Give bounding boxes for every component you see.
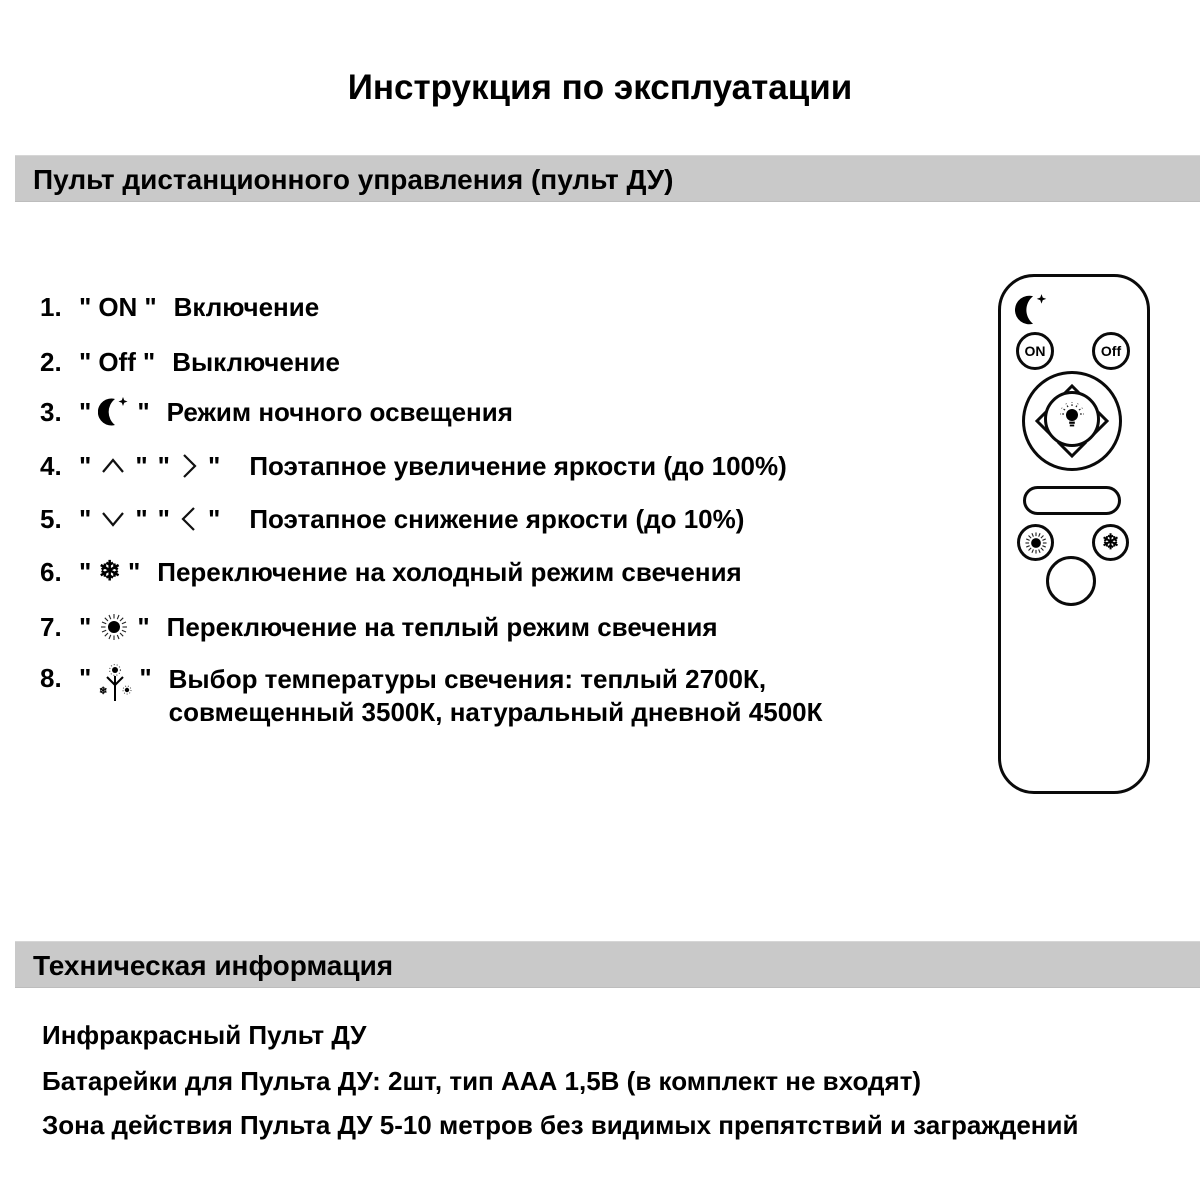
list-label: Режим ночного освещения bbox=[166, 396, 513, 427]
sun-icon bbox=[98, 611, 130, 643]
quote-mark: " bbox=[157, 450, 170, 481]
remote-on-label: ON bbox=[1024, 343, 1046, 359]
remote-light-button bbox=[1044, 391, 1100, 447]
list-item-night-mode bbox=[40, 394, 513, 430]
tech-info-line: Инфракрасный Пульт ДУ bbox=[42, 1020, 367, 1050]
list-label-line2: совмещенный 3500К, натуральный дневной 4500К bbox=[168, 697, 823, 727]
color-temperature-icon bbox=[98, 663, 132, 703]
list-label: Поэтапное снижение яркости (до 10%) bbox=[249, 503, 745, 534]
quote-mark: " bbox=[79, 663, 92, 693]
tech-info-line: Батарейки для Пульта ДУ: 2шт, тип ААА 1,5В (в комплект не входят) bbox=[42, 1066, 922, 1096]
quote-mark: " bbox=[79, 557, 92, 587]
list-item-warm-mode bbox=[40, 611, 718, 643]
list-item-off bbox=[40, 347, 340, 378]
quote-mark: " bbox=[79, 450, 92, 481]
section-header-tech bbox=[15, 941, 1200, 988]
button-token-off: Off bbox=[98, 347, 136, 377]
remote-bottom-button bbox=[1046, 556, 1096, 606]
remote-brightness-dpad bbox=[1022, 371, 1122, 471]
list-number: 4. bbox=[40, 450, 62, 481]
list-label-line1: Выбор температуры свечения: теплый 2700К, bbox=[168, 664, 767, 694]
snowflake-icon: ❄ bbox=[98, 556, 121, 586]
list-number: 7. bbox=[40, 611, 62, 642]
remote-cold-button bbox=[1092, 524, 1129, 561]
sun-icon bbox=[1023, 530, 1049, 556]
chevron-down-icon bbox=[98, 505, 128, 533]
quote-mark: " bbox=[207, 503, 221, 534]
quote-mark: " bbox=[79, 347, 92, 377]
remote-scene-button bbox=[1023, 486, 1121, 515]
quote-mark: " bbox=[157, 503, 170, 534]
remote-on-button bbox=[1016, 332, 1054, 370]
list-number: 1. bbox=[40, 292, 62, 322]
list-number: 3. bbox=[40, 396, 62, 427]
list-item-cold-mode bbox=[40, 557, 742, 588]
list-label: Включение bbox=[173, 292, 320, 322]
list-item-on bbox=[40, 292, 319, 323]
list-number: 6. bbox=[40, 557, 62, 587]
chevron-left-icon bbox=[177, 503, 201, 535]
quote-mark: " bbox=[79, 611, 92, 642]
quote-mark: " bbox=[135, 450, 148, 481]
quote-mark: " bbox=[79, 503, 92, 534]
list-item-color-temperature bbox=[40, 663, 822, 729]
svg-text:❄: ❄ bbox=[99, 686, 108, 697]
section-header-remote bbox=[15, 155, 1200, 202]
quote-mark: " bbox=[79, 292, 92, 322]
moon-icon bbox=[98, 394, 130, 430]
snowflake-icon: ❄ bbox=[1101, 531, 1120, 554]
moon-icon bbox=[1013, 290, 1051, 330]
list-number: 8. bbox=[40, 663, 62, 693]
tech-info-line: Зона действия Пульта ДУ 5-10 метров без видимых препятствий и заграждений bbox=[42, 1110, 1079, 1140]
remote-warm-button bbox=[1017, 524, 1054, 561]
quote-mark: " bbox=[207, 450, 221, 481]
quote-mark: " bbox=[139, 663, 152, 693]
quote-mark: " bbox=[135, 503, 148, 534]
list-item-brightness-up bbox=[40, 450, 787, 482]
list-label: Выключение bbox=[172, 347, 340, 377]
remote-off-label: Off bbox=[1100, 343, 1122, 359]
chevron-up-icon bbox=[98, 452, 128, 480]
light-bulb-icon bbox=[1054, 401, 1090, 437]
quote-mark: " bbox=[137, 396, 150, 427]
list-item-brightness-down bbox=[40, 503, 744, 535]
list-label: Поэтапное увеличение яркости (до 100%) bbox=[249, 450, 787, 481]
list-label: Переключение на теплый режим свечения bbox=[166, 611, 718, 642]
list-number: 5. bbox=[40, 503, 62, 534]
list-label: Переключение на холодный режим свечения bbox=[157, 557, 742, 587]
quote-mark: " bbox=[137, 611, 150, 642]
remote-control-diagram bbox=[998, 274, 1150, 794]
chevron-right-icon bbox=[177, 450, 201, 482]
button-token-on: ON bbox=[98, 292, 138, 322]
section-header-remote-label: Пульт дистанционного управления (пульт ДУ) bbox=[33, 164, 674, 195]
quote-mark: " bbox=[79, 396, 92, 427]
page-title: Инструкция по эксплуатации bbox=[347, 68, 853, 107]
list-number: 2. bbox=[40, 347, 62, 377]
quote-mark: " bbox=[127, 557, 141, 587]
quote-mark: " bbox=[142, 347, 156, 377]
section-header-tech-label: Техническая информация bbox=[33, 950, 394, 981]
quote-mark: " bbox=[144, 292, 157, 322]
remote-off-button bbox=[1092, 332, 1130, 370]
list-label bbox=[169, 663, 823, 729]
